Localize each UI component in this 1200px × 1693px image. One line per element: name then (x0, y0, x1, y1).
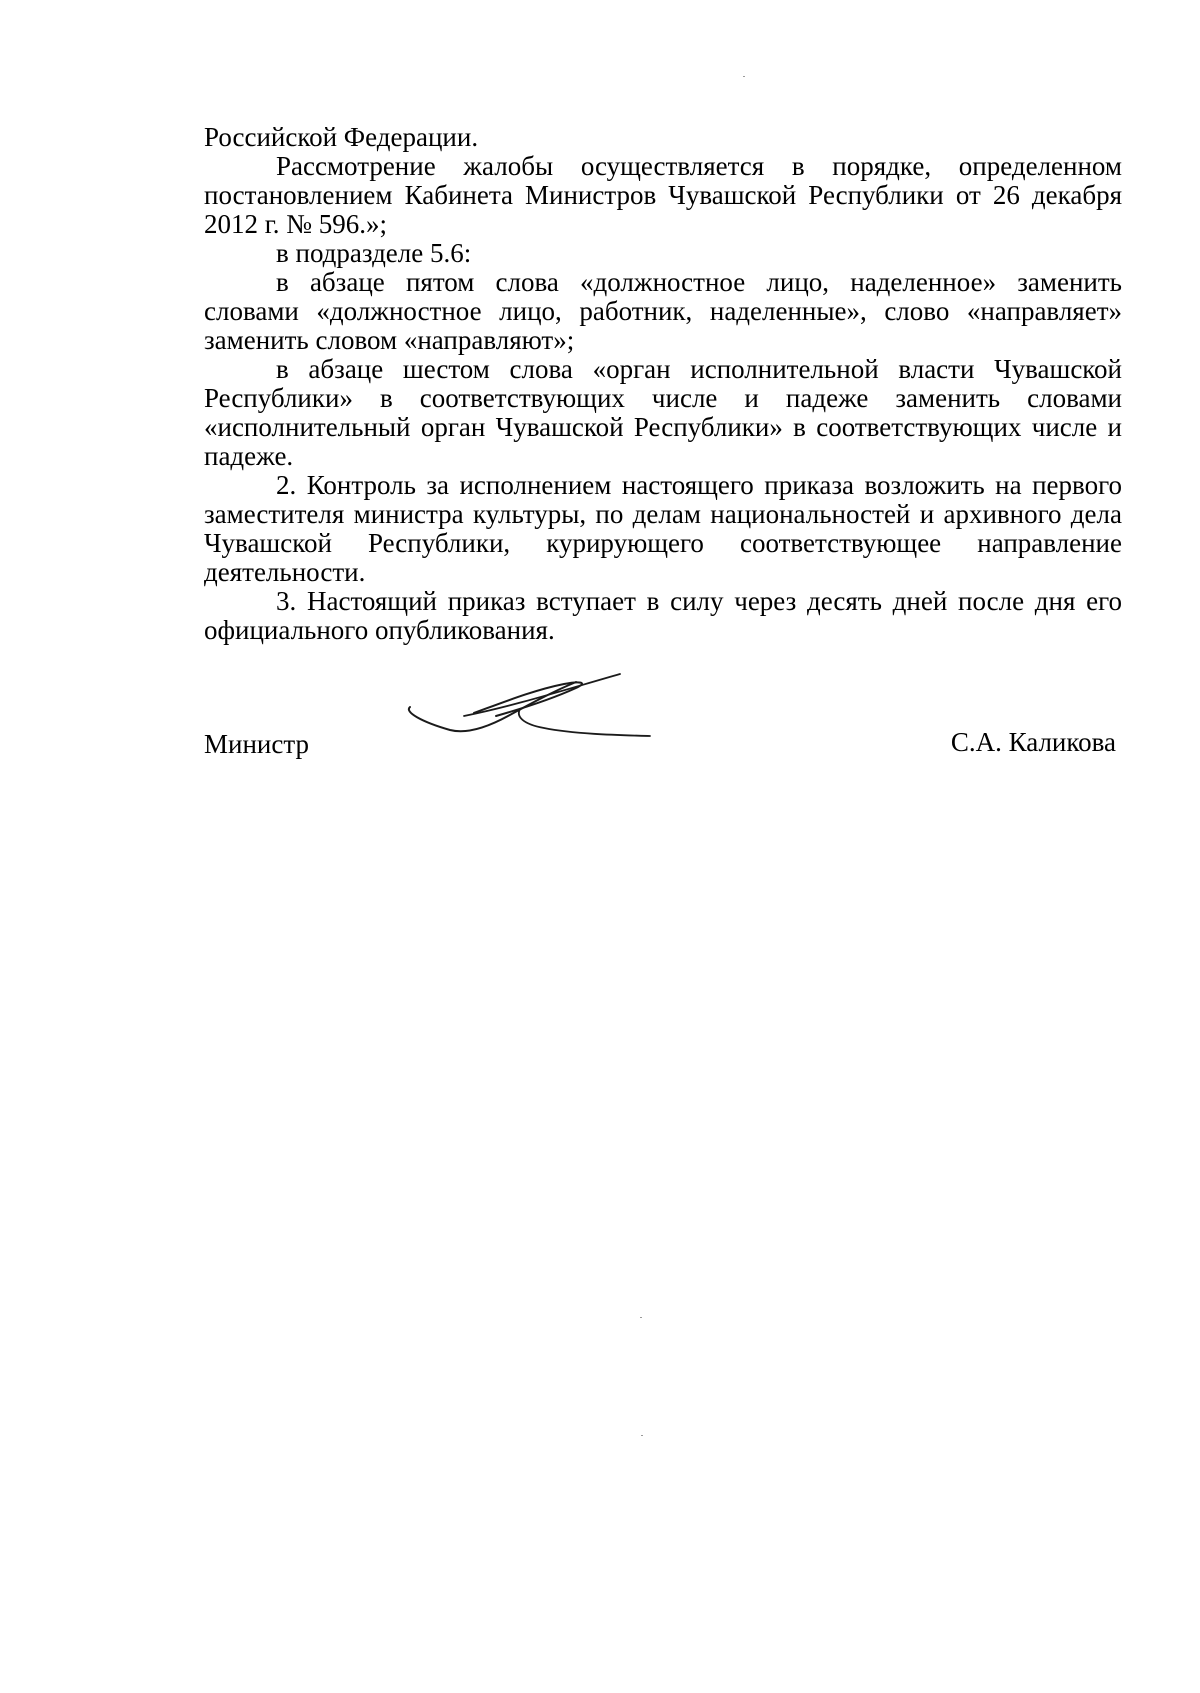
paragraph-subsection-5-6: в подразделе 5.6: (276, 238, 472, 268)
paragraph-sixth-abzac: в абзаце шестом слова «орган исполнительной власти Чувашской Республики» в соответствующих числе и падеже заменить словами «исполнительный орган Чувашской Республики» в соответствующих числе и падеже. (204, 354, 1122, 471)
paragraph-item-2-control: 2. Контроль за исполнением настоящего приказа возложить на первого заместителя министра культуры, по делам национальностей и архивного дела Чувашской Республики, курирующего соответствующее направление деятельности. (204, 470, 1122, 587)
paragraph-item-3-effective: 3. Настоящий приказ вступает в силу через десять дней после дня его официального опубликования. (204, 586, 1122, 645)
signatory-title: Министр (204, 729, 309, 759)
scan-speck (640, 1317, 642, 1318)
signature-block (204, 720, 1122, 780)
signatory-name: С.А. Каликова (950, 727, 1116, 757)
document-body (204, 123, 1122, 645)
paragraph-complaint-procedure: Рассмотрение жалобы осуществляется в порядке, определенном постановлением Кабинета Министров Чувашской Республики от 26 декабря 2012 г. № 596.»; (204, 151, 1122, 239)
paragraph-fifth-abzac: в абзаце пятом слова «должностное лицо, наделенное» заменить словами «должностное лицо, работник, наделенные», слово «направляет» заменить словом «направляют»; (204, 267, 1122, 355)
scan-speck (743, 76, 745, 77)
paragraph-continuation: Российской Федерации. (204, 122, 479, 152)
scan-speck (641, 1435, 643, 1436)
